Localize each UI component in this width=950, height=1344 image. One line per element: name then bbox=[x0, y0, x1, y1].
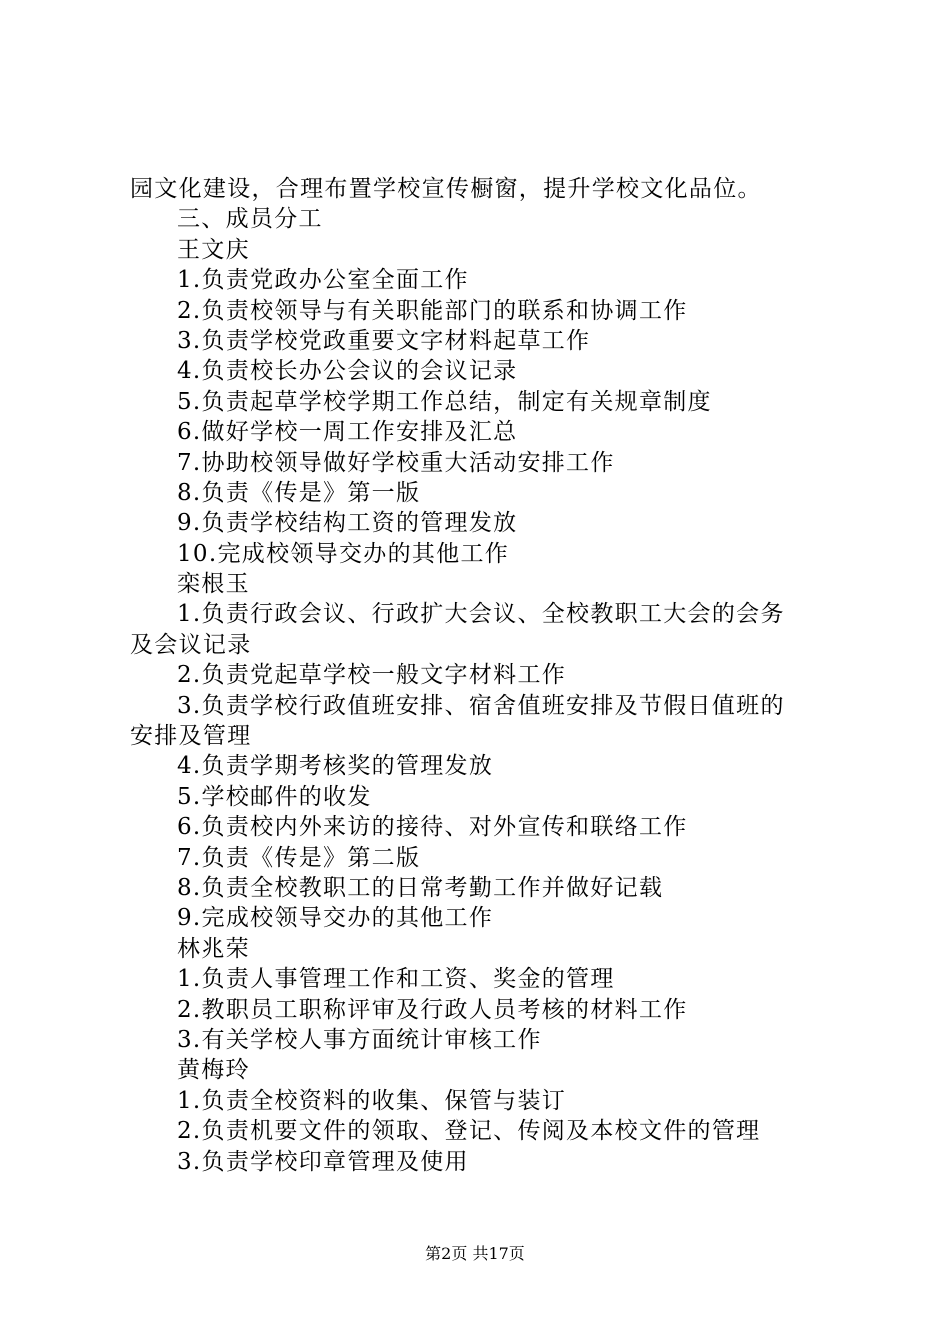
text-line: 2.负责党起草学校一般文字材料工作 bbox=[177, 662, 567, 689]
text-line: 3.有关学校人事方面统计审核工作 bbox=[177, 1026, 542, 1053]
text-line: 10.完成校领导交办的其他工作 bbox=[177, 540, 510, 567]
document-body bbox=[130, 174, 840, 1177]
text-line: 7.负责《传是》第二版 bbox=[177, 844, 421, 871]
text-line: 及会议记录 bbox=[130, 631, 252, 658]
text-line: 5.负责起草学校学期工作总结，制定有关规章制度 bbox=[177, 388, 712, 415]
text-line: 3.负责学校行政值班安排、宿舍值班安排及节假日值班的 bbox=[177, 692, 785, 719]
text-line: 3.负责学校党政重要文字材料起草工作 bbox=[177, 327, 591, 354]
text-line: 园文化建设，合理布置学校宣传橱窗，提升学校文化品位。 bbox=[130, 176, 762, 202]
text-line: 9.负责学校结构工资的管理发放 bbox=[177, 510, 518, 537]
text-line: 1.负责全校资料的收集、保管与装订 bbox=[177, 1087, 567, 1114]
page-footer bbox=[0, 1244, 950, 1264]
text-line: 8.负责《传是》第一版 bbox=[177, 479, 421, 506]
text-line: 1.负责行政会议、行政扩大会议、全校教职工大会的会务 bbox=[177, 601, 785, 628]
text-line: 黄梅玲 bbox=[177, 1057, 250, 1084]
text-line: 2.教职员工职称评审及行政人员考核的材料工作 bbox=[177, 996, 688, 1023]
text-line: 林兆荣 bbox=[177, 935, 250, 962]
text-line: 5.学校邮件的收发 bbox=[177, 783, 372, 810]
text-line: 1.负责党政办公室全面工作 bbox=[177, 267, 469, 294]
text-line: 王文庆 bbox=[177, 236, 250, 263]
text-line: 2.负责校领导与有关职能部门的联系和协调工作 bbox=[177, 297, 688, 324]
text-line: 三、成员分工 bbox=[177, 206, 323, 233]
text-line: 安排及管理 bbox=[130, 723, 252, 750]
text-line: 1.负责人事管理工作和工资、奖金的管理 bbox=[177, 966, 615, 993]
text-line: 7.协助校领导做好学校重大活动安排工作 bbox=[177, 449, 615, 476]
text-line: 4.负责校长办公会议的会议记录 bbox=[177, 358, 518, 385]
page-number: 第2页 共17页 bbox=[425, 1244, 525, 1263]
text-line: 9.完成校领导交办的其他工作 bbox=[177, 905, 494, 932]
text-line: 3.负责学校印章管理及使用 bbox=[177, 1148, 469, 1175]
text-line: 2.负责机要文件的领取、登记、传阅及本校文件的管理 bbox=[177, 1118, 761, 1145]
text-line: 6.做好学校一周工作安排及汇总 bbox=[177, 419, 518, 446]
text-line: 栾根玉 bbox=[177, 571, 250, 598]
text-line: 8.负责全校教职工的日常考勤工作并做好记载 bbox=[177, 874, 664, 901]
text-line: 4.负责学期考核奖的管理发放 bbox=[177, 753, 494, 780]
text-line: 6.负责校内外来访的接待、对外宣传和联络工作 bbox=[177, 814, 688, 841]
